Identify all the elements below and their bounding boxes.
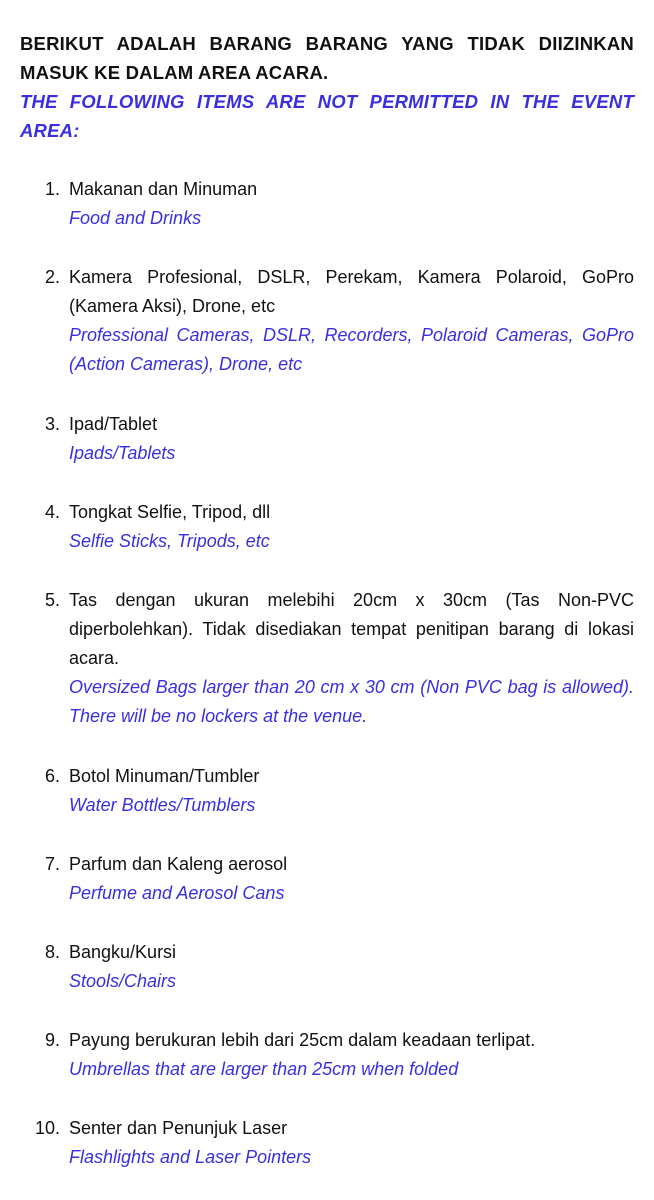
item-text-indonesian: Payung berukuran lebih dari 25cm dalam keadaan terlipat. [69,1030,536,1050]
item-text-english: Food and Drinks [69,208,202,228]
item-number: 3. [44,414,60,434]
item-text-indonesian: Tas dengan ukuran melebihi 20cm x 30cm (Tas Non-PVC diperbolehkan). Tidak disediakan tempat penitipan barang di lokasi acara. [69,590,634,668]
heading-indonesian: BERIKUT ADALAH BARANG BARANG YANG TIDAK DIIZINKAN MASUK KE DALAM AREA ACARA. [20,33,634,83]
item-text-english: Perfume and Aerosol Cans [69,883,285,903]
item-number: 10. [34,1118,60,1138]
item-number: 1. [44,179,60,199]
item-number: 6. [44,766,60,786]
item-text-indonesian: Ipad/Tablet [69,414,158,434]
item-number: 9. [44,1030,60,1050]
item-text-english: Professional Cameras, DSLR, Recorders, Polaroid Cameras, GoPro (Action Cameras), Drone, etc [69,325,634,374]
item-text-indonesian: Parfum dan Kaleng aerosol [69,854,288,874]
item-text-indonesian: Bangku/Kursi [69,942,177,962]
item-number: 7. [44,854,60,874]
item-text-english: Umbrellas that are larger than 25cm when folded [69,1059,459,1079]
item-text-indonesian: Tongkat Selfie, Tripod, dll [69,502,271,522]
item-text-english: Stools/Chairs [69,971,177,991]
item-number: 5. [44,590,60,610]
item-number: 2. [44,267,60,287]
item-text-english: Water Bottles/Tumblers [69,795,256,815]
item-text-english: Flashlights and Laser Pointers [69,1147,312,1167]
item-text-indonesian: Kamera Profesional, DSLR, Perekam, Kamera Polaroid, GoPro (Kamera Aksi), Drone, etc [69,267,634,316]
item-text-english: Ipads/Tablets [69,443,176,463]
item-text-english: Oversized Bags larger than 20 cm x 30 cm (Non PVC bag is allowed). There will be no lockers at the venue. [69,677,634,726]
item-text-english: Selfie Sticks, Tripods, etc [69,531,270,551]
item-text-indonesian: Botol Minuman/Tumbler [69,766,260,786]
item-text-indonesian: Makanan dan Minuman [69,179,258,199]
heading-block [20,29,634,145]
heading-english: THE FOLLOWING ITEMS ARE NOT PERMITTED IN THE EVENT AREA: [20,91,634,141]
item-number: 4. [44,502,60,522]
item-text-indonesian: Senter dan Penunjuk Laser [69,1118,288,1138]
item-number: 8. [44,942,60,962]
